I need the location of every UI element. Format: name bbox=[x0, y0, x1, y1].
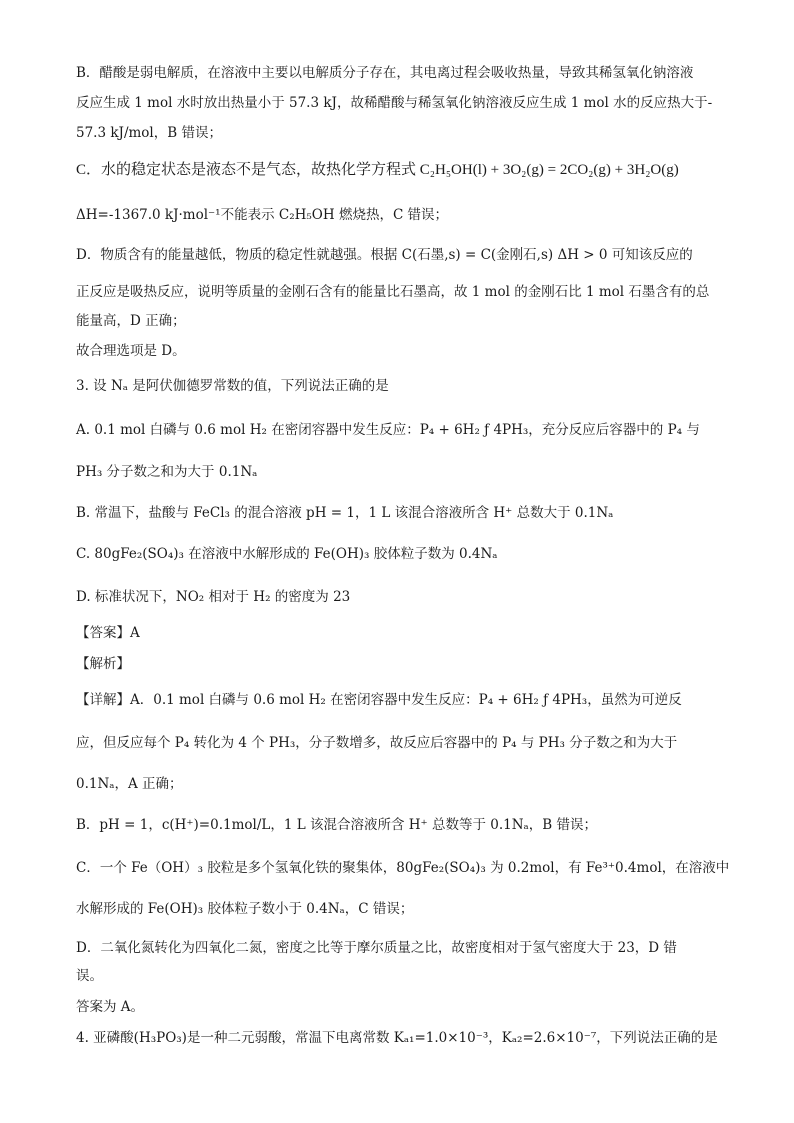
text-line: 能量高，D 正确； bbox=[76, 313, 186, 329]
text-line: C．水的稳定状态是液态不是气态，故热化学方程式 C₂H₅OH(l) + 3O₂(g) = 2CO₂(g) + 3H₂O(g) bbox=[76, 162, 679, 178]
text-line: B．pH = 1，c(H⁺)=0.1mol/L，1 L 该混合溶液所含 H⁺ 总数等于 0.1Nₐ，B 错误； bbox=[76, 817, 597, 833]
question-4-stem: 4. 亚磷酸(H₃PO₃)是一种二元弱酸，常温下电离常数 Kₐ₁=1.0×10⁻³，Kₐ₂=2.6×10⁻⁷，下列说法正确的是 bbox=[76, 1030, 718, 1046]
text-line: 0.1Nₐ，A 正确； bbox=[76, 776, 183, 792]
option-c: C. 80gFe₂(SO₄)₃ 在溶液中水解形成的 Fe(OH)₃ 胶体粒子数为 0.4Nₐ bbox=[76, 546, 498, 562]
text-line: D．物质含有的能量越低，物质的稳定性就越强。根据 C(石墨,s) = C(金刚石,s) ΔH > 0 可知该反应的 bbox=[76, 247, 693, 263]
option-a: A. 0.1 mol 白磷与 0.6 mol H₂ 在密闭容器中发生反应：P₄ + 6H₂ ƒ 4PH₃，充分反应后容器中的 P₄ 与 bbox=[76, 422, 700, 438]
text-line: 误。 bbox=[76, 968, 103, 984]
text-line: 正反应是吸热反应，说明等质量的金刚石含有的能量比石墨高，故 1 mol 的金刚石比 1 mol 石墨含有的总 bbox=[76, 284, 710, 300]
option-d: D. 标准状况下，NO₂ 相对于 H₂ 的密度为 23 bbox=[76, 589, 351, 605]
text-line: 57.3 kJ/mol，B 错误； bbox=[76, 125, 222, 141]
answer-label: 【答案】A bbox=[76, 625, 140, 641]
analysis-label: 【解析】 bbox=[76, 656, 130, 672]
text-line: 应，但反应每个 P₄ 转化为 4 个 PH₃，分子数增多，故反应后容器中的 P₄ 与 PH₃ 分子数之和为大于 bbox=[76, 735, 678, 751]
text-line: 答案为 A。 bbox=[76, 999, 145, 1015]
text-line: 水解形成的 Fe(OH)₃ 胶体粒子数小于 0.4Nₐ，C 错误； bbox=[76, 901, 414, 917]
option-a-cont: PH₃ 分子数之和为大于 0.1Nₐ bbox=[76, 464, 258, 480]
question-3-stem: 3. 设 Nₐ 是阿伏伽德罗常数的值，下列说法正确的是 bbox=[76, 378, 389, 394]
text-line: ΔH=-1367.0 kJ·mol⁻¹不能表示 C₂H₅OH 燃烧热，C 错误； bbox=[76, 207, 449, 223]
text-line: C．一个 Fe（OH）₃ 胶粒是多个氢氧化铁的聚集体，80gFe₂(SO₄)₃ 为 0.2mol，有 Fe³⁺0.4mol，在溶液中 bbox=[76, 860, 730, 876]
text-line: 故合理选项是 D。 bbox=[76, 343, 186, 359]
text-line: D．二氧化氮转化为四氧化二氮，密度之比等于摩尔质量之比，故密度相对于氢气密度大于 23，D 错 bbox=[76, 940, 677, 956]
option-b: B. 常温下，盐酸与 FeCl₃ 的混合溶液 pH = 1，1 L 该混合溶液所含 H⁺ 总数大于 0.1Nₐ bbox=[76, 505, 614, 521]
text-line: 反应生成 1 mol 水时放出热量小于 57.3 kJ，故稀醋酸与稀氢氧化钠溶液反应生成 1 mol 水的反应热大于- bbox=[76, 95, 713, 111]
text-line: B．醋酸是弱电解质，在溶液中主要以电解质分子存在，其电离过程会吸收热量，导致其稀氢氧化钠溶液 bbox=[76, 65, 694, 81]
text-line: 【详解】A．0.1 mol 白磷与 0.6 mol H₂ 在密闭容器中发生反应：P₄ + 6H₂ ƒ 4PH₃，虽然为可逆反 bbox=[76, 692, 682, 708]
